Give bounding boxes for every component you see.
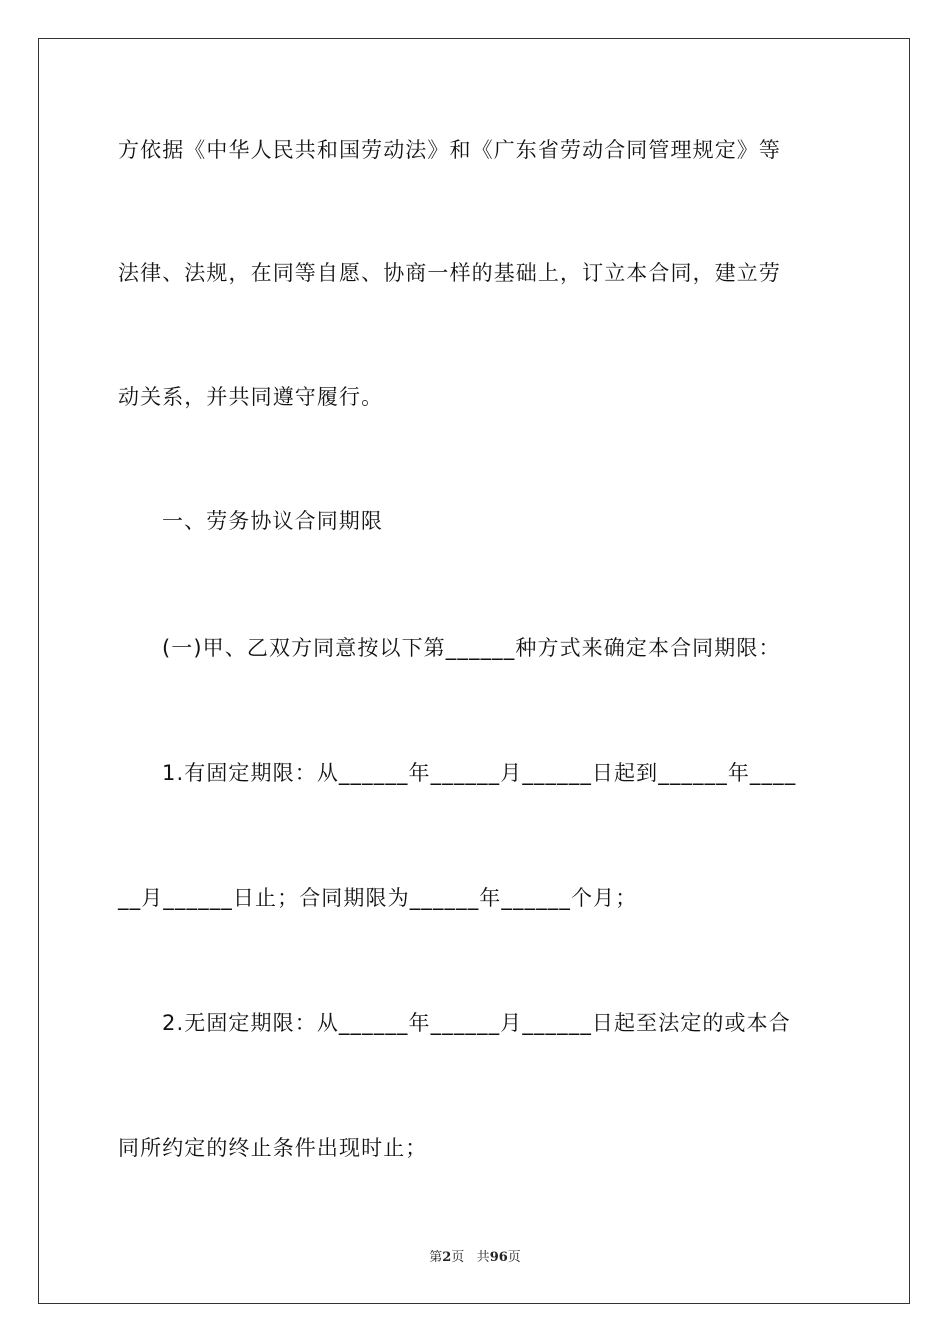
page-suffix: 页 bbox=[451, 1250, 465, 1265]
paragraph-line-7: __月______日止；合同期限为______年______个月； bbox=[118, 886, 638, 910]
paragraph-line-2: 法律、法规，在同等自愿、协商一样的基础上，订立本合同，建立劳 bbox=[118, 261, 781, 285]
paragraph-line-1: 方依据《中华人民共和国劳动法》和《广东省劳动合同管理规定》等 bbox=[118, 138, 781, 162]
total-pages: 96 bbox=[489, 1250, 508, 1265]
section-heading: 一、劳务协议合同期限 bbox=[162, 509, 383, 533]
paragraph-line-3: 动关系，并共同遵守履行。 bbox=[118, 385, 384, 409]
paragraph-line-6: 1.有固定期限：从______年______月______日起到______年____ bbox=[162, 761, 797, 785]
total-prefix: 共 bbox=[476, 1250, 490, 1265]
page-prefix: 第 bbox=[429, 1250, 443, 1265]
page-frame bbox=[38, 38, 910, 1304]
total-suffix: 页 bbox=[507, 1250, 521, 1265]
page-number: 2 bbox=[442, 1250, 452, 1265]
paragraph-line-5: (一)甲、乙双方同意按以下第______种方式来确定本合同期限： bbox=[162, 636, 781, 660]
page-footer bbox=[0, 1246, 950, 1265]
paragraph-line-9: 同所约定的终止条件出现时止； bbox=[118, 1136, 428, 1160]
paragraph-line-8: 2.无固定期限：从______年______月______日起至法定的或本合 bbox=[162, 1011, 791, 1035]
